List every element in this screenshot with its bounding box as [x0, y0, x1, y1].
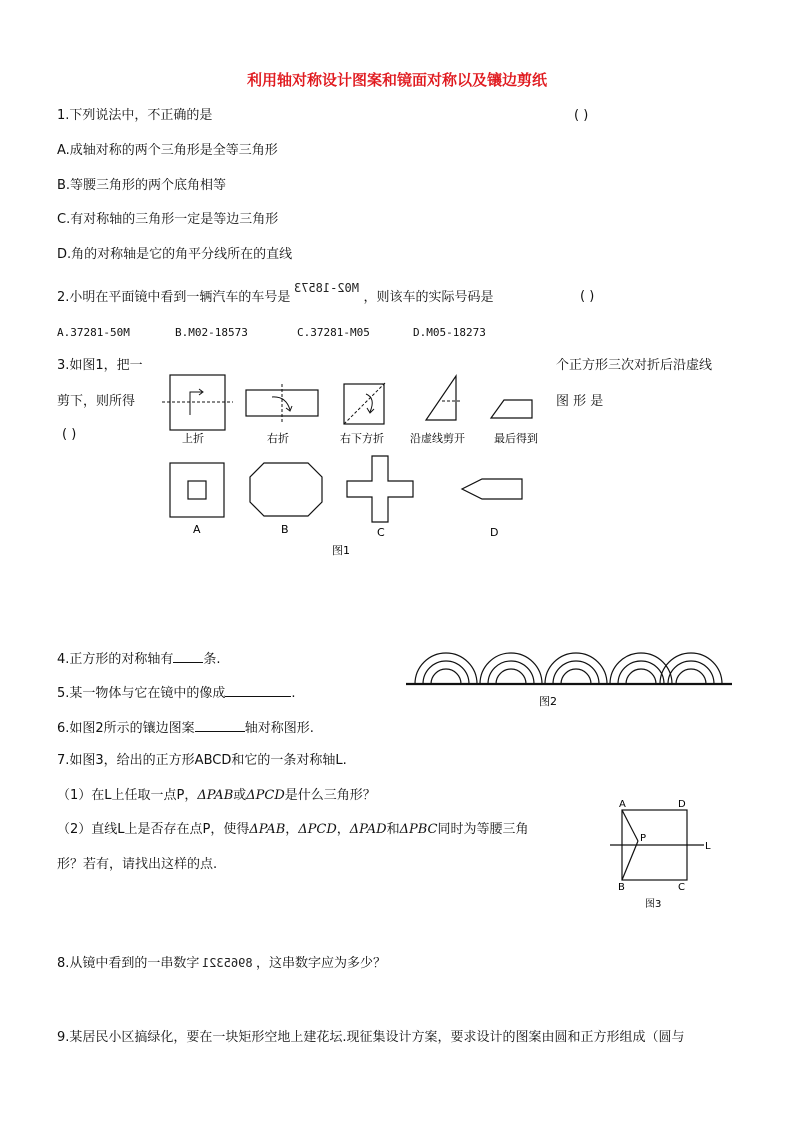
q2-option-d: D.M05-18273 [413, 326, 486, 339]
q2-mirror-plate: M02-18573 [294, 281, 360, 295]
q7-part2-prefix: （2）直线L上是否存在点P，使得 [57, 822, 250, 837]
q7-part2 [57, 822, 528, 838]
q7-part2-tri3: ΔPAD [349, 822, 387, 837]
page-title: 利用轴对称设计图案和镜面对称以及镶边剪纸 [246, 71, 547, 89]
segment-pa [622, 810, 638, 841]
option-label-d: D [490, 526, 499, 539]
q7-part1-prefix: （1）在L上任取一点P， [57, 788, 198, 803]
q1-option-d: D.角的对称轴是它的角平分线所在的直线 [57, 247, 293, 262]
q6 [57, 719, 314, 737]
q2-answer-paren: ( ) [580, 289, 595, 304]
q8-mirror-digits: 8965321 [202, 956, 253, 970]
label-c: C [678, 882, 685, 893]
q1-option-a: A.成轴对称的两个三角形是全等三角形 [57, 143, 278, 158]
semicircle-pattern [415, 653, 722, 684]
q5-suffix: . [291, 686, 296, 701]
figure-2 [400, 645, 740, 715]
fold-step-diagonal [344, 382, 386, 424]
q4-text: 4.正方形的对称轴有 [57, 652, 174, 667]
step-label-2: 右折 [267, 432, 289, 445]
option-label-c: C [377, 526, 385, 539]
step-label-5: 最后得到 [494, 432, 538, 445]
q7-part2-sep2: ， [336, 822, 350, 837]
q7-part2-sep1: ， [285, 822, 299, 837]
q2-option-b: B.M02-18573 [175, 326, 248, 339]
label-a: A [619, 799, 626, 810]
fold-step-right [246, 384, 318, 422]
option-d-shape [462, 479, 522, 499]
q7-part2-and: 和 [386, 822, 400, 837]
q3-line1-left: 3.如图1，把一 [57, 358, 143, 373]
q8 [57, 955, 386, 972]
option-c-shape [347, 456, 413, 522]
q7-part2-line2: 形？若有，请找出这样的点. [57, 857, 218, 872]
q4 [57, 650, 221, 668]
option-b-shape [250, 463, 322, 516]
figure-1-caption: 图1 [332, 544, 350, 557]
q9: 9.某居民小区搞绿化，要在一块矩形空地上建花坛.现征集设计方案，要求设计的图案由圆和正方形组成（圆与 [57, 1030, 685, 1045]
q5-text: 5.某一物体与它在镜中的像成 [57, 686, 226, 701]
q8-suffix: ，这串数字应为多少？ [255, 956, 386, 971]
label-l: L [705, 841, 711, 852]
q1-stem: 1.下列说法中，不正确的是 [57, 108, 213, 123]
q3-line1-right: 个正方形三次对折后沿虚线 [556, 358, 713, 373]
q2-option-a: A.37281-50M [57, 326, 130, 339]
fold-step-up [162, 375, 233, 430]
figure-1 [160, 370, 560, 570]
q2-stem [57, 281, 494, 306]
cut-step-triangle [426, 376, 462, 420]
q4-suffix: 条. [203, 652, 221, 667]
q3-answer-paren: ( ) [62, 427, 77, 442]
q5 [57, 684, 296, 702]
q7-part1-suffix: 是什么三角形？ [284, 788, 376, 803]
q6-suffix: 轴对称图形. [244, 721, 314, 736]
step-label-3: 右下方折 [340, 432, 384, 445]
q1-answer-paren: ( ) [574, 108, 589, 123]
label-b: B [618, 882, 625, 893]
q7-part1-or: 或 [233, 788, 247, 803]
label-d: D [678, 799, 686, 810]
q6-text: 6.如图2所示的镶边图案 [57, 721, 195, 736]
q7-part1-tri1: ΔPAB [197, 788, 234, 803]
step-label-4: 沿虚线剪开 [410, 432, 465, 445]
q7-part1 [57, 788, 376, 804]
q6-blank [195, 719, 245, 732]
q7-stem: 7.如图3，给出的正方形ABCD和它的一条对称轴L. [57, 753, 347, 768]
result-step-trapezoid [491, 400, 532, 418]
q7-part2-tri4: ΔPBC [399, 822, 438, 837]
step-label-1: 上折 [182, 432, 204, 445]
q2-stem-text: 2.小明在平面镜中看到一辆汽车的车号是 [57, 290, 291, 305]
figure-3-caption: 图3 [645, 899, 662, 910]
q7-part2-tri2: ΔPCD [298, 822, 337, 837]
q2-stem-after: ，则该车的实际号码是 [363, 290, 494, 305]
q7-part2-suffix: 同时为等腰三角 [437, 822, 529, 837]
q5-blank [225, 684, 291, 697]
q8-prefix: 8.从镜中看到的一串数字 [57, 956, 200, 971]
figure-3 [600, 795, 730, 915]
label-p: P [640, 833, 647, 844]
q7-part1-tri2: ΔPCD [246, 788, 285, 803]
q7-part2-tri1: ΔPAB [249, 822, 286, 837]
q3-line2-left: 剪下，则所得 [57, 394, 136, 409]
q2-option-c: C.37281-M05 [297, 326, 370, 339]
q1-option-b: B.等腰三角形的两个底角相等 [57, 178, 227, 193]
q1-option-c: C.有对称轴的三角形一定是等边三角形 [57, 212, 279, 227]
option-a-shape [170, 463, 224, 517]
option-label-b: B [281, 523, 289, 536]
figure-2-caption: 图2 [539, 695, 557, 708]
option-label-a: A [193, 523, 201, 536]
q3-line2-right: 图 形 是 [556, 394, 604, 409]
q4-blank [173, 650, 203, 663]
segment-pb [622, 841, 638, 880]
